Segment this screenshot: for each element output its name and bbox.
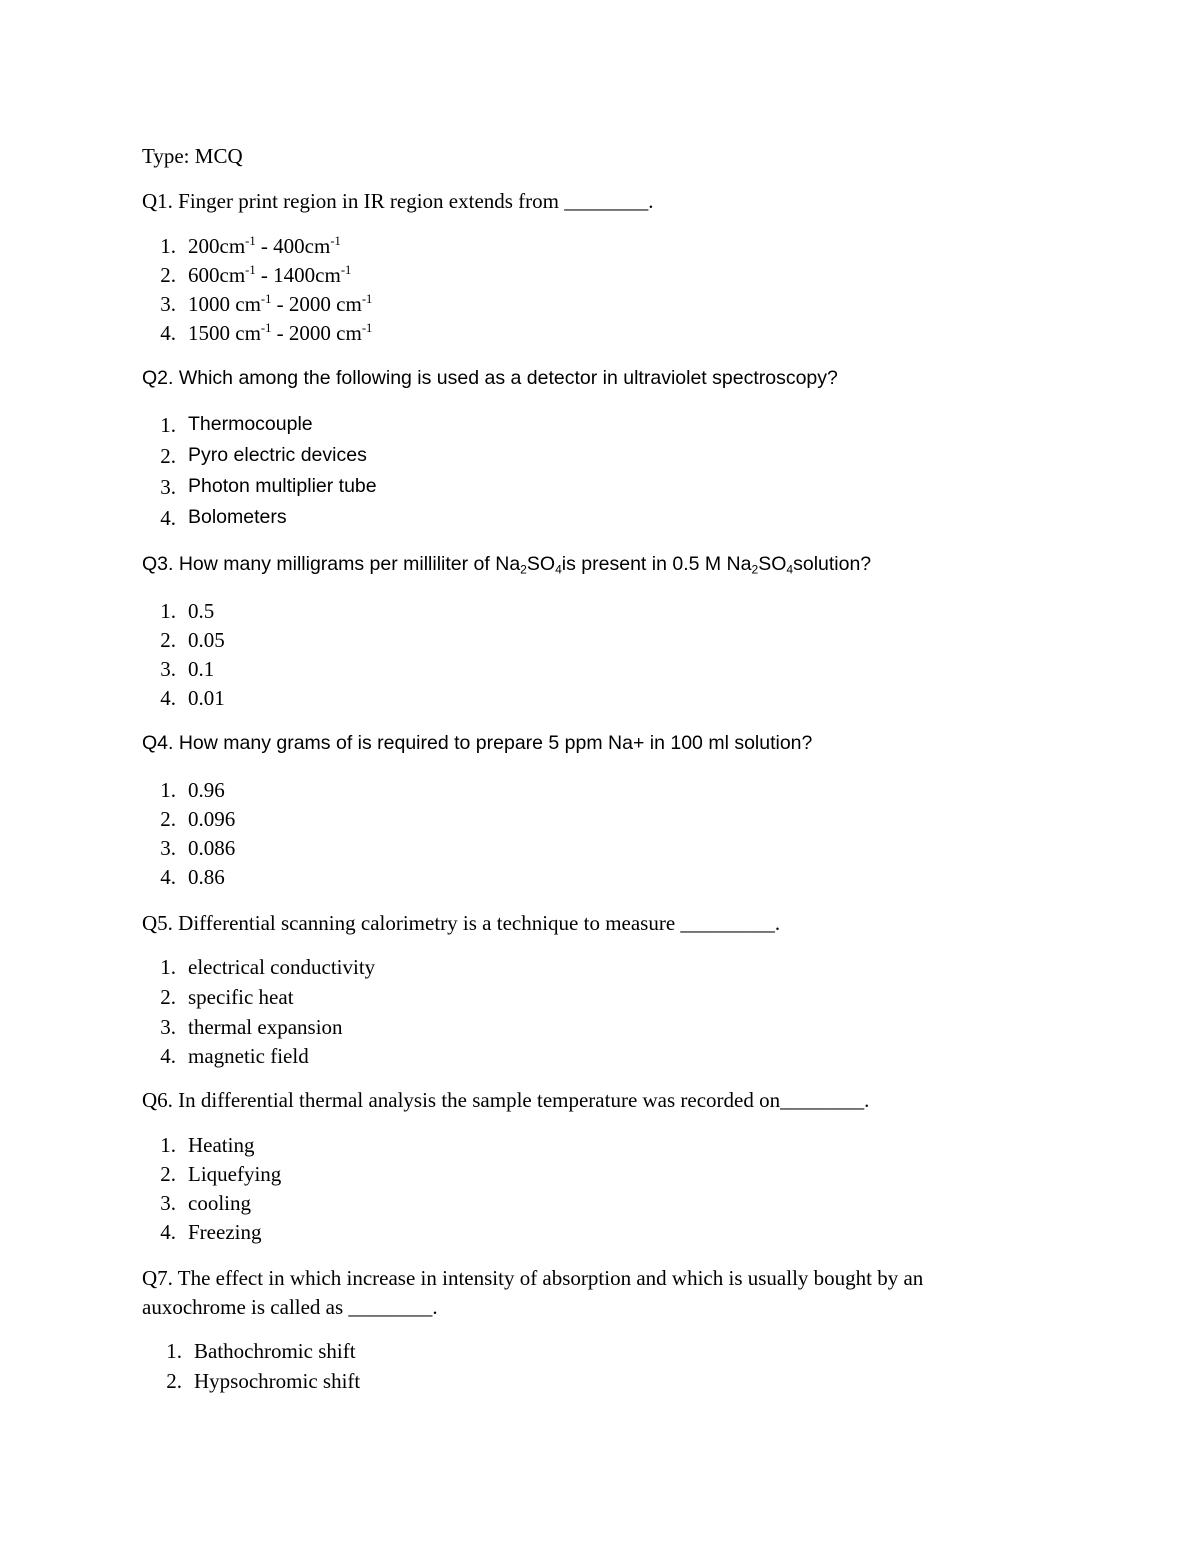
option-number: 4. <box>160 686 176 710</box>
option-number: 3. <box>160 292 176 316</box>
question-3: Q3. How many milligrams per milliliter of $Na_2SO_4is$ present in 0.5 M $Na_2SO_4solution$? <box>142 553 872 577</box>
option-text: Bolometers <box>188 506 287 528</box>
option-text: Hypsochromic shift <box>194 1369 361 1393</box>
document-type-label: Type: MCQ <box>142 144 243 168</box>
option-text: Liquefying <box>188 1162 282 1186</box>
option-text: $600cm^{-1} - 1400cm^{-1}$ <box>188 262 352 287</box>
option-number: 1. <box>160 955 176 979</box>
question-7-line-1: Q7. The effect in which increase in intensity of absorption and which is usually bought by an <box>142 1266 924 1290</box>
option-number: 1. <box>160 234 176 258</box>
option-text: thermal expansion <box>188 1015 343 1039</box>
option-number: 1. <box>160 413 176 437</box>
option-text: Photon multiplier tube <box>188 475 377 497</box>
option-number: 1. <box>160 1133 176 1157</box>
option-number: 2. <box>166 1369 182 1393</box>
option-text: 0.1 <box>188 657 215 681</box>
option-text: 0.5 <box>188 599 215 623</box>
option-text: magnetic field <box>188 1044 309 1068</box>
option-number: 1. <box>166 1339 182 1363</box>
option-text: Freezing <box>188 1220 262 1244</box>
option-text: 0.05 <box>188 628 225 652</box>
option-text: Pyro electric devices <box>188 444 367 466</box>
question-2: Q2. Which among the following is used as a detector in ultraviolet spectroscopy? <box>142 367 838 389</box>
option-text: 1000 $cm^{-1} - 2000$ $cm^{-1}$ <box>188 291 373 316</box>
option-text: Bathochromic shift <box>194 1339 356 1363</box>
option-text: 0.086 <box>188 836 236 860</box>
option-text: Heating <box>188 1133 255 1157</box>
question-4: Q4. How many grams of is required to prepare 5 ppm Na+ in 100 ml solution? <box>142 732 813 754</box>
option-text: Thermocouple <box>188 413 313 435</box>
option-number: 2. <box>160 1162 176 1186</box>
option-text: cooling <box>188 1191 251 1215</box>
option-number: 2. <box>160 444 176 468</box>
option-number: 4. <box>160 1220 176 1244</box>
option-number: 4. <box>160 865 176 889</box>
option-text: 0.096 <box>188 807 236 831</box>
option-text: 0.86 <box>188 865 225 889</box>
option-number: 1. <box>160 778 176 802</box>
option-text: $200cm^{-1} - 400cm^{-1}$ <box>188 233 341 258</box>
option-number: 2. <box>160 985 176 1009</box>
option-number: 3. <box>160 1191 176 1215</box>
option-number: 4. <box>160 506 176 530</box>
option-number: 2. <box>160 263 176 287</box>
option-text: 1500 $cm^{-1} - 2000$ $cm^{-1}$ <box>188 320 373 345</box>
option-number: 2. <box>160 628 176 652</box>
option-number: 1. <box>160 599 176 623</box>
question-7-line-2: auxochrome is called as ________. <box>142 1295 438 1319</box>
option-number: 3. <box>160 836 176 860</box>
question-5: Q5. Differential scanning calorimetry is a technique to measure _________. <box>142 911 781 935</box>
option-text: specific heat <box>188 985 294 1009</box>
option-number: 4. <box>160 321 176 345</box>
question-1: Q1. Finger print region in IR region extends from ________. <box>142 189 654 213</box>
option-number: 4. <box>160 1044 176 1068</box>
option-text: 0.01 <box>188 686 225 710</box>
option-text: electrical conductivity <box>188 955 376 979</box>
option-number: 3. <box>160 657 176 681</box>
option-text: 0.96 <box>188 778 225 802</box>
question-6: Q6. In differential thermal analysis the sample temperature was recorded on________. <box>142 1088 870 1112</box>
option-number: 2. <box>160 807 176 831</box>
option-number: 3. <box>160 475 176 499</box>
option-number: 3. <box>160 1015 176 1039</box>
